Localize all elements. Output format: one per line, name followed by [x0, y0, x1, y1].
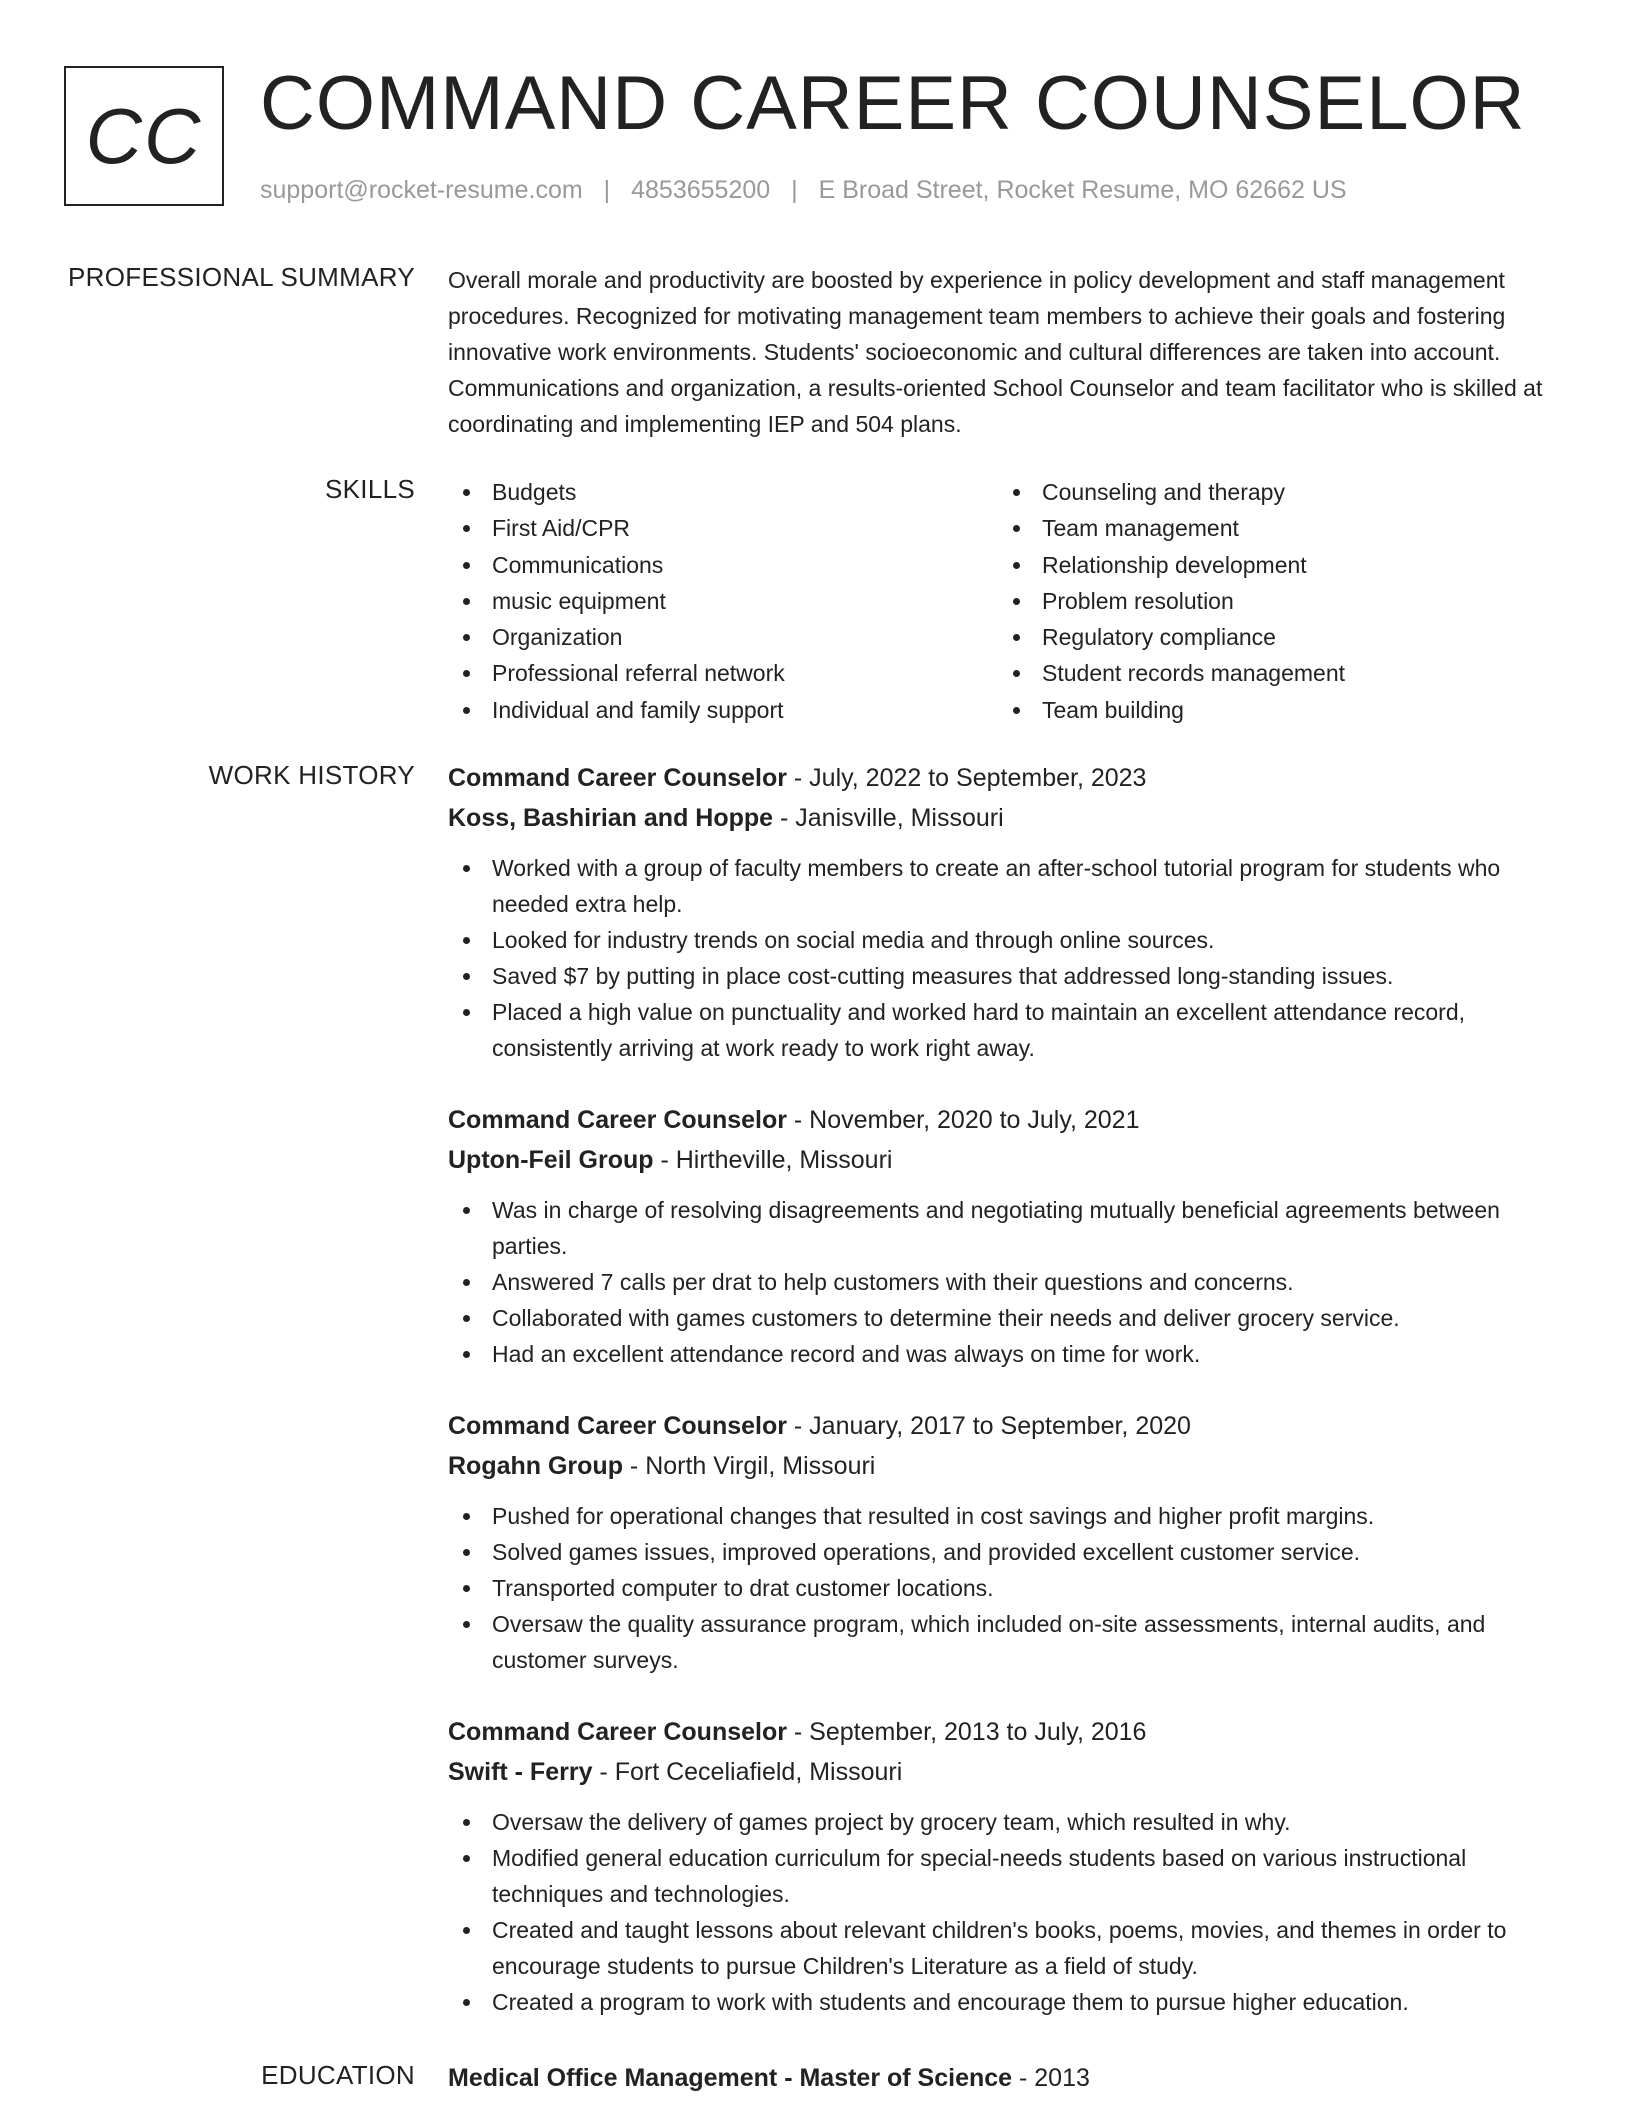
summary-text: Overall morale and productivity are boosted by experience in policy development and staff management procedures. Recognized for motivating management team members to achieve their goals and fostering innovative work environments. Students' socioeconomic and cultural differences are taken into account. Communications and organization, a results-oriented School Counselor and team facilitator who is skilled at coordinating and implementing IEP and 504 plans.	[448, 267, 1543, 437]
jobs-list	[448, 758, 1566, 2054]
section-title-skills: SKILLS	[325, 474, 415, 504]
job-entry	[448, 1712, 1566, 2020]
list-item: Oversaw the quality assurance program, which included on-site assessments, internal audits, and customer surveys.	[448, 1606, 1566, 1678]
job-entry	[448, 1100, 1566, 1372]
list-item: Modified general education curriculum for special-needs students based on various instructional techniques and technologies.	[448, 1840, 1566, 1912]
job-role: Command Career Counselor	[448, 1412, 787, 1440]
job-role: Command Career Counselor	[448, 1718, 787, 1746]
education-degree: Medical Office Management - Master of Science	[448, 2064, 1013, 2092]
job-company: Koss, Bashirian and Hoppe	[448, 804, 774, 832]
list-item: Pushed for operational changes that resulted in cost savings and higher profit margins.	[448, 1498, 1566, 1534]
contact-line	[260, 176, 1347, 205]
list-item: Had an excellent attendance record and was always on time for work.	[448, 1336, 1566, 1372]
job-entry	[448, 758, 1566, 1066]
skills-columns	[448, 474, 1566, 728]
job-company: Rogahn Group	[448, 1452, 623, 1480]
education-year: - 2013	[1012, 2064, 1090, 2092]
list-item: Oversaw the delivery of games project by grocery team, which resulted in why.	[448, 1804, 1566, 1840]
education-line	[448, 2058, 1566, 2098]
monogram: CC	[64, 66, 224, 206]
list-item: Transported computer to drat customer locations.	[448, 1570, 1566, 1606]
list-item: Team building	[998, 692, 1548, 728]
job-title-line	[448, 758, 1566, 798]
job-location: - Janisville, Missouri	[773, 804, 1004, 832]
list-item: Organization	[448, 619, 998, 655]
resume-header	[64, 61, 1564, 214]
list-item: Created and taught lessons about relevant children's books, poems, movies, and themes in order to encourage students to pursue Children's Literature as a field of study.	[448, 1912, 1566, 1984]
job-entry	[448, 1406, 1566, 1678]
job-dates: - November, 2020 to July, 2021	[786, 1106, 1140, 1134]
list-item: Communications	[448, 547, 998, 583]
section-title-summary: PROFESSIONAL SUMMARY	[68, 262, 415, 292]
candidate-name: COMMAND CAREER COUNSELOR	[260, 61, 1526, 146]
job-location: - Fort Ceceliafield, Missouri	[592, 1758, 903, 1786]
job-location: - Hirtheville, Missouri	[653, 1146, 893, 1174]
contact-address: E Broad Street, Rocket Resume, MO 62662 US	[818, 176, 1347, 204]
job-title-line	[448, 1406, 1566, 1446]
contact-email: support@rocket-resume.com	[260, 176, 583, 204]
list-item: First Aid/CPR	[448, 510, 998, 546]
skills-list-left	[448, 474, 998, 728]
job-role: Command Career Counselor	[448, 1106, 787, 1134]
job-company: Swift - Ferry	[448, 1758, 593, 1786]
job-bullets	[448, 1192, 1566, 1372]
list-item: music equipment	[448, 583, 998, 619]
job-bullets	[448, 1498, 1566, 1678]
job-company: Upton-Feil Group	[448, 1146, 654, 1174]
list-item: Regulatory compliance	[998, 619, 1548, 655]
list-item: Looked for industry trends on social media and through online sources.	[448, 922, 1566, 958]
skills-list-right	[998, 474, 1548, 728]
list-item: Budgets	[448, 474, 998, 510]
section-title-education: EDUCATION	[261, 2060, 415, 2090]
job-company-line	[448, 1446, 1566, 1486]
job-company-line	[448, 1140, 1566, 1180]
job-dates: - January, 2017 to September, 2020	[786, 1412, 1191, 1440]
job-dates: - July, 2022 to September, 2023	[786, 764, 1147, 792]
list-item: Solved games issues, improved operations, and provided excellent customer service.	[448, 1534, 1566, 1570]
list-item: Worked with a group of faculty members to create an after-school tutorial program for students who needed extra help.	[448, 850, 1566, 922]
job-role: Command Career Counselor	[448, 764, 787, 792]
list-item: Collaborated with games customers to determine their needs and deliver grocery service.	[448, 1300, 1566, 1336]
list-item: Relationship development	[998, 547, 1548, 583]
contact-phone: 4853655200	[631, 176, 771, 204]
list-item: Saved $7 by putting in place cost-cutting measures that addressed long-standing issues.	[448, 958, 1566, 994]
list-item: Problem resolution	[998, 583, 1548, 619]
list-item: Created a program to work with students and encourage them to pursue higher education.	[448, 1984, 1566, 2020]
contact-separator: |	[603, 176, 611, 204]
list-item: Counseling and therapy	[998, 474, 1548, 510]
job-company-line	[448, 798, 1566, 838]
job-bullets	[448, 850, 1566, 1066]
job-bullets	[448, 1804, 1566, 2020]
list-item: Answered 7 calls per drat to help customers with their questions and concerns.	[448, 1264, 1566, 1300]
list-item: Professional referral network	[448, 655, 998, 691]
list-item: Team management	[998, 510, 1548, 546]
job-dates: - September, 2013 to July, 2016	[786, 1718, 1147, 1746]
list-item: Placed a high value on punctuality and worked hard to maintain an excellent attendance record, consistently arriving at work ready to work right away.	[448, 994, 1566, 1066]
list-item: Student records management	[998, 655, 1548, 691]
section-title-work-history: WORK HISTORY	[208, 760, 415, 790]
education-entry	[448, 2058, 1566, 2098]
job-location: - North Virgil, Missouri	[622, 1452, 876, 1480]
job-title-line	[448, 1100, 1566, 1140]
job-company-line	[448, 1752, 1566, 1792]
job-title-line	[448, 1712, 1566, 1752]
list-item: Individual and family support	[448, 692, 998, 728]
contact-separator: |	[791, 176, 798, 204]
list-item: Was in charge of resolving disagreements and negotiating mutually beneficial agreements between parties.	[448, 1192, 1566, 1264]
